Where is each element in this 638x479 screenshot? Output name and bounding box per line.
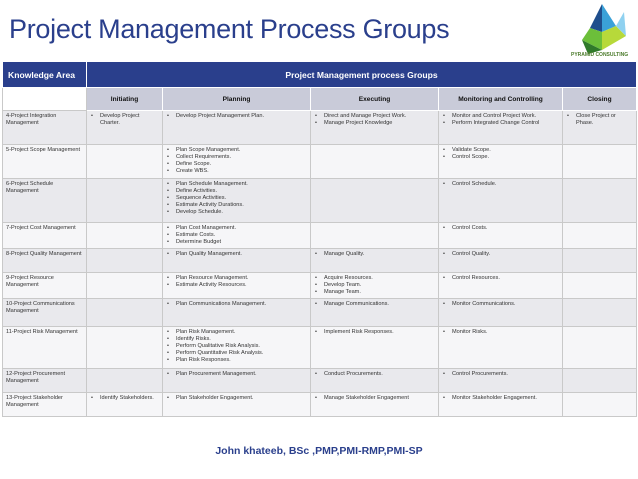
process-item: • Plan Stakeholder Engagement. xyxy=(166,395,307,402)
process-cell xyxy=(439,368,563,392)
process-cell xyxy=(563,111,637,145)
process-cell xyxy=(439,272,563,298)
process-item: • Manage Project Knowledge xyxy=(314,120,435,127)
column-header: Executing xyxy=(311,88,439,111)
process-groups-header: Project Management process Groups xyxy=(87,62,637,88)
process-list xyxy=(314,329,435,336)
process-item: • Identify Stakeholders. xyxy=(90,395,159,402)
process-cell xyxy=(563,179,637,223)
process-list xyxy=(314,113,435,127)
process-item: • Sequence Activities. xyxy=(166,195,307,202)
process-list xyxy=(442,181,559,188)
process-item: • Control Costs. xyxy=(442,225,559,232)
process-list xyxy=(442,251,559,258)
process-cell xyxy=(163,223,311,249)
process-cell xyxy=(87,298,163,326)
table-row xyxy=(3,272,637,298)
process-cell xyxy=(311,326,439,368)
table-row xyxy=(3,145,637,179)
process-item: • Monitor Communications. xyxy=(442,301,559,308)
process-list xyxy=(442,395,559,402)
process-item: • Plan Procurement Management. xyxy=(166,371,307,378)
process-item: • Plan Schedule Management. xyxy=(166,181,307,188)
process-list xyxy=(314,301,435,308)
knowledge-area-cell: 7-Project Cost Management xyxy=(3,223,87,249)
process-cell xyxy=(311,298,439,326)
table-row xyxy=(3,392,637,416)
process-list xyxy=(566,113,633,127)
process-cell xyxy=(163,392,311,416)
knowledge-area-cell: 12-Project Procurement Management xyxy=(3,368,87,392)
process-cell xyxy=(163,248,311,272)
process-cell xyxy=(563,392,637,416)
column-header: Initiating xyxy=(87,88,163,111)
process-cell xyxy=(311,179,439,223)
process-cell xyxy=(563,298,637,326)
process-cell xyxy=(163,179,311,223)
process-list xyxy=(166,147,307,175)
process-cell xyxy=(311,145,439,179)
process-list xyxy=(166,275,307,289)
process-cell xyxy=(87,223,163,249)
process-item: • Control Schedule. xyxy=(442,181,559,188)
process-item: • Plan Resource Management. xyxy=(166,275,307,282)
process-cell xyxy=(87,179,163,223)
process-item: • Control Quality. xyxy=(442,251,559,258)
knowledge-area-cell: 10-Project Communications Management xyxy=(3,298,87,326)
process-cell xyxy=(311,223,439,249)
process-list xyxy=(166,181,307,216)
process-list xyxy=(314,395,435,402)
process-cell xyxy=(439,392,563,416)
process-cell xyxy=(87,248,163,272)
process-cell xyxy=(563,272,637,298)
process-item: • Determine Budget xyxy=(166,239,307,246)
process-list xyxy=(442,225,559,232)
process-cell xyxy=(439,145,563,179)
process-item: • Plan Quality Management. xyxy=(166,251,307,258)
process-item: • Control Procurements. xyxy=(442,371,559,378)
process-cell xyxy=(163,298,311,326)
process-cell xyxy=(163,111,311,145)
process-item: • Develop Project Management Plan. xyxy=(166,113,307,120)
page-title: Project Management Process Groups xyxy=(9,14,450,44)
process-cell xyxy=(87,145,163,179)
process-cell xyxy=(87,326,163,368)
process-list xyxy=(314,275,435,296)
column-header: Planning xyxy=(163,88,311,111)
knowledge-area-cell: 4-Project Integration Management xyxy=(3,111,87,145)
process-cell xyxy=(563,326,637,368)
knowledge-area-cell: 6-Project Schedule Management xyxy=(3,179,87,223)
process-cell xyxy=(439,179,563,223)
process-item: • Develop Schedule. xyxy=(166,209,307,216)
process-cell xyxy=(87,368,163,392)
process-item: • Perform Integrated Change Control xyxy=(442,120,559,127)
process-list xyxy=(442,301,559,308)
process-cell xyxy=(563,248,637,272)
process-cell xyxy=(87,392,163,416)
process-item: • Direct and Manage Project Work. xyxy=(314,113,435,120)
table-row xyxy=(3,223,637,249)
process-list xyxy=(314,251,435,258)
process-item: • Control Scope. xyxy=(442,154,559,161)
process-cell xyxy=(439,111,563,145)
process-cell xyxy=(311,368,439,392)
process-item: • Perform Quantitative Risk Analysis. xyxy=(166,350,307,357)
process-groups-table xyxy=(2,61,637,417)
process-item: • Plan Risk Responses. xyxy=(166,357,307,364)
table-row xyxy=(3,368,637,392)
process-item: • Plan Scope Management. xyxy=(166,147,307,154)
process-cell xyxy=(563,368,637,392)
process-cell xyxy=(163,326,311,368)
table-row xyxy=(3,326,637,368)
process-cell xyxy=(439,248,563,272)
process-list xyxy=(166,395,307,402)
process-item: • Create WBS. xyxy=(166,168,307,175)
process-item: • Validate Scope. xyxy=(442,147,559,154)
process-list xyxy=(166,329,307,364)
process-cell xyxy=(163,145,311,179)
process-item: • Manage Stakeholder Engagement xyxy=(314,395,435,402)
process-list xyxy=(166,113,307,120)
column-header: Monitoring and Controlling xyxy=(439,88,563,111)
process-item: • Control Resources. xyxy=(442,275,559,282)
process-cell xyxy=(311,272,439,298)
process-list xyxy=(442,371,559,378)
process-list xyxy=(90,113,159,127)
process-item: • Manage Team. xyxy=(314,289,435,296)
process-item: • Estimate Activity Durations. xyxy=(166,202,307,209)
process-cell xyxy=(439,223,563,249)
logo-text: PYRAMID CONSULTING xyxy=(571,52,629,58)
process-list xyxy=(166,301,307,308)
process-list xyxy=(442,329,559,336)
knowledge-area-cell: 8-Project Quality Management xyxy=(3,248,87,272)
table-row xyxy=(3,298,637,326)
process-item: • Develop Team. xyxy=(314,282,435,289)
process-item: • Define Scope. xyxy=(166,161,307,168)
process-cell xyxy=(439,326,563,368)
process-item: • Define Activities. xyxy=(166,188,307,195)
table-row xyxy=(3,248,637,272)
process-list xyxy=(166,371,307,378)
process-item: • Perform Qualitative Risk Analysis. xyxy=(166,343,307,350)
process-item: • Plan Communications Management. xyxy=(166,301,307,308)
knowledge-area-header: Knowledge Area xyxy=(3,62,87,88)
process-item: • Monitor Risks. xyxy=(442,329,559,336)
process-list xyxy=(90,395,159,402)
knowledge-area-cell: 5-Project Scope Management xyxy=(3,145,87,179)
table-row xyxy=(3,179,637,223)
process-cell xyxy=(87,111,163,145)
process-cell xyxy=(87,272,163,298)
column-header: Closing xyxy=(563,88,637,111)
table-row xyxy=(3,111,637,145)
process-item: • Monitor and Control Project Work. xyxy=(442,113,559,120)
process-item: • Acquire Resources. xyxy=(314,275,435,282)
process-list xyxy=(442,147,559,161)
process-item: • Monitor Stakeholder Engagement. xyxy=(442,395,559,402)
knowledge-area-cell: 9-Project Resource Management xyxy=(3,272,87,298)
process-item: • Conduct Procurements. xyxy=(314,371,435,378)
process-cell xyxy=(163,272,311,298)
process-list xyxy=(442,275,559,282)
process-item: • Plan Cost Management. xyxy=(166,225,307,232)
process-list xyxy=(166,225,307,246)
process-item: • Manage Quality. xyxy=(314,251,435,258)
process-list xyxy=(314,371,435,378)
process-item: • Develop Project Charter. xyxy=(90,113,159,127)
process-item: • Collect Requirements. xyxy=(166,154,307,161)
process-item: • Identify Risks. xyxy=(166,336,307,343)
process-item: • Plan Risk Management. xyxy=(166,329,307,336)
process-cell xyxy=(439,298,563,326)
author-footer: John khateeb, BSc ,PMP,PMI-RMP,PMI-SP xyxy=(215,445,423,457)
process-item: • Estimate Costs. xyxy=(166,232,307,239)
table-body xyxy=(3,111,637,417)
process-item: • Close Project or Phase. xyxy=(566,113,633,127)
process-cell xyxy=(563,145,637,179)
process-cell xyxy=(311,392,439,416)
process-cell xyxy=(563,223,637,249)
knowledge-area-cell: 13-Project Stakeholder Management xyxy=(3,392,87,416)
process-list xyxy=(166,251,307,258)
process-item: • Estimate Activity Resources. xyxy=(166,282,307,289)
process-list xyxy=(442,113,559,127)
process-cell xyxy=(311,111,439,145)
knowledge-area-cell: 11-Project Risk Management xyxy=(3,326,87,368)
process-item: • Manage Communications. xyxy=(314,301,435,308)
process-cell xyxy=(311,248,439,272)
header-blank-cell xyxy=(3,88,87,111)
process-cell xyxy=(163,368,311,392)
process-item: • Implement Risk Responses. xyxy=(314,329,435,336)
